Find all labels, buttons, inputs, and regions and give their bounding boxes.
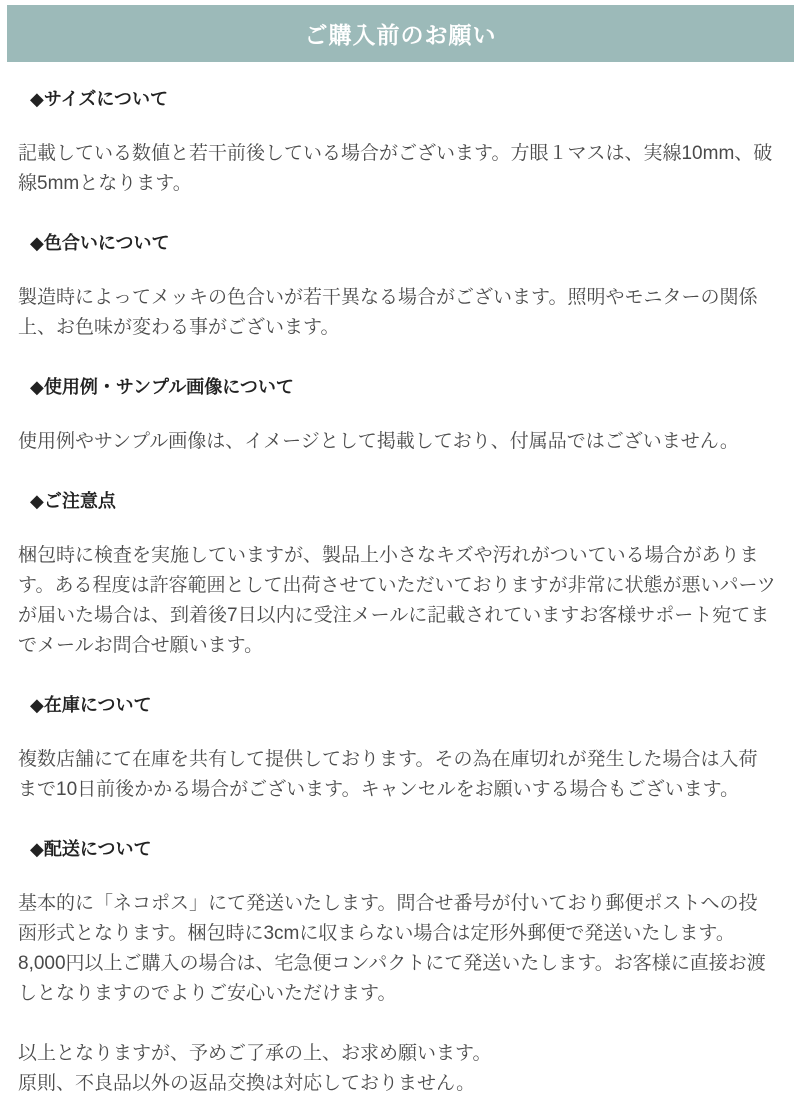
closing-note <box>18 1039 776 1099</box>
section-body: 製造時によってメッキの色合いが若干異なる場合がございます。照明やモニターの関係上、お色味が変わる事がございます。 <box>18 287 758 338</box>
notice-header <box>7 5 794 62</box>
section-body: 記載している数値と若干前後している場合がございます。方眼１マスは、実線10mm、破線5mmとなります。 <box>18 143 773 194</box>
section-shipping <box>0 839 800 1009</box>
section-size <box>0 89 800 199</box>
section-heading: ◆ご注意点 <box>30 491 116 511</box>
shipping-line-1: 基本的に「ネコポス」にて発送いたします。問合せ番号が付いており郵便ポストへの投函形式となります。梱包時に3cmに収まらない場合は定形外郵便で発送いたします。 <box>18 893 758 944</box>
section-body: 複数店舗にて在庫を共有して提供しております。その為在庫切れが発生した場合は入荷まで10日前後かかる場合がございます。キャンセルをお願いする場合もございます。 <box>18 749 758 800</box>
shipping-line-2: 8,000円以上ご購入の場合は、宅急便コンパクトにて発送いたします。お客様に直接お渡しとなりますのでよりご安心いただけます。 <box>18 953 766 1004</box>
section-color-tone <box>0 233 800 343</box>
section-sample-images <box>0 377 800 457</box>
notice-title: ご購入前のお願い <box>304 22 497 48</box>
section-heading: ◆使用例・サンプル画像について <box>30 377 294 397</box>
purchase-notice-page <box>0 5 800 1111</box>
section-stock <box>0 695 800 805</box>
section-body: 梱包時に検査を実施していますが、製品上小さなキズや汚れがついている場合があります。ある程度は許容範囲として出荷させていただいておりますが非常に状態が悪いパーツが届いた場合は、到着後7日以内に受注メールに記載されていますお客様サポート宛てまでメールお問合せ願います。 <box>18 545 776 656</box>
section-cautions <box>0 491 800 661</box>
closing-line-1: 以上となりますが、予めご了承の上、お求め願います。 <box>18 1043 492 1064</box>
section-heading: ◆色合いについて <box>30 233 170 253</box>
section-heading: ◆サイズについて <box>30 89 169 109</box>
section-heading: ◆在庫について <box>30 695 152 715</box>
section-body: 使用例やサンプル画像は、イメージとして掲載しており、付属品ではございません。 <box>18 431 739 452</box>
closing-line-2: 原則、不良品以外の返品交換は対応しておりません。 <box>18 1073 476 1094</box>
section-heading: ◆配送について <box>30 839 152 859</box>
section-body <box>18 889 776 1009</box>
